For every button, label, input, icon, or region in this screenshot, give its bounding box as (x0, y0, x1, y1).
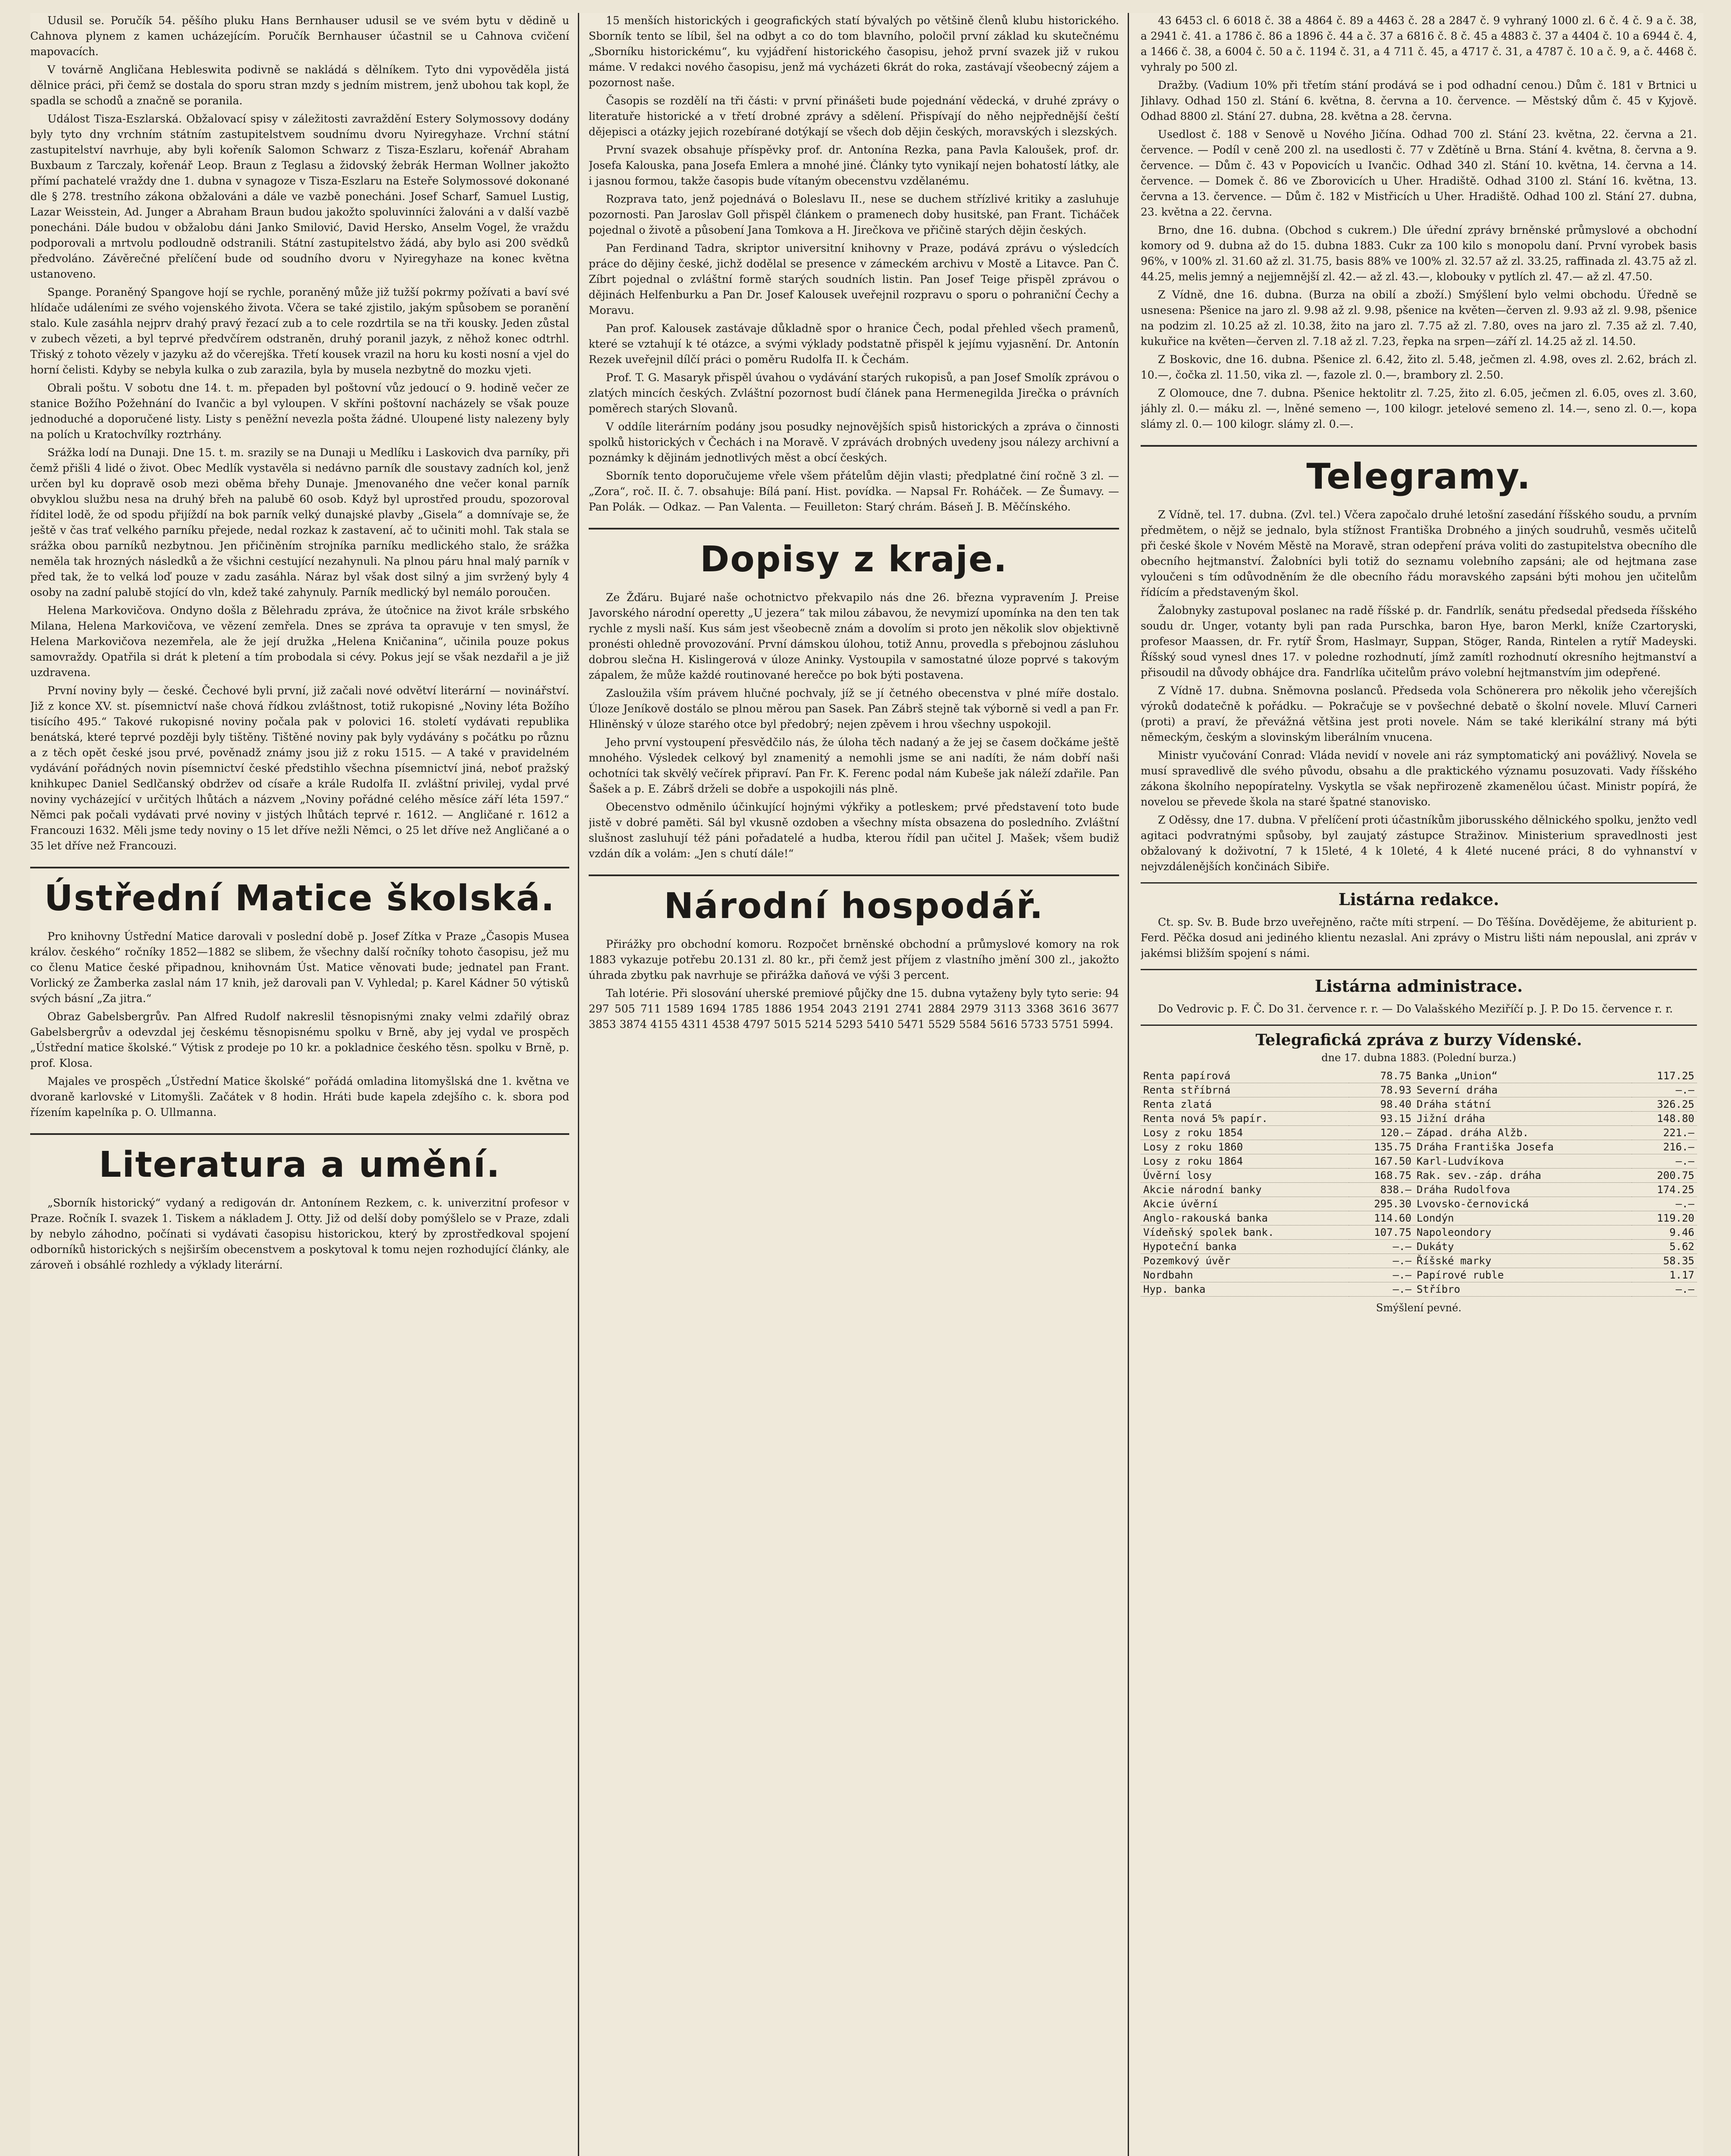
market-label: Dráha Františka Josefa (1414, 1140, 1632, 1154)
market-row (1141, 1240, 1697, 1254)
market-row (1141, 1254, 1697, 1268)
narodni-item: Přirážky pro obchodní komoru. Rozpočet brněnské obchodní a průmyslové komory na rok 1883 vykazuje potřebu 20.131 zl. 80 kr., při čemž jest příjem z vlastního jmění 300 zl., jakožto úhrada zbytku pak navrhuje se přirážka daňová ve výši 3 percent. (589, 938, 1119, 981)
market-row (1141, 1197, 1697, 1211)
market-value: 78.93 (1349, 1083, 1414, 1097)
telegram-item: Z Oděssy, dne 17. dubna. V přelíčení proti účastníkům jiborusského dělnického spolku, jenžto vedl agitaci podvratnými spůsoby, byl zaujatý zástupce Stražinov. Ministerium spravedlnosti jest obžalovaný k doživotní, 7 k 15leté, 4 k 10leté, 4 k 4leté nucené práci, 8 do vyhnanství v nejvzdálenějších končinách Sibiře. (1141, 814, 1697, 873)
market-row (1141, 1211, 1697, 1225)
market-label: Jižní dráha (1414, 1112, 1632, 1126)
review-paragraph: 15 menších historických i geografických statí bývalých po většině členů klubu historického. Sborník tento se líbil, šel na odbyt a co do tom blavního, poločil první základ ku skutečnému „Sborníku historickému“, ku vyjádření historického časopisu, jehož první svazek již v rukou máme. V redakci nového časopisu, jenž má vycházeti 6krát do roka, zastávají všeobecný zájem a pozornost naše. (589, 14, 1119, 89)
news-item: Obrali poštu. V sobotu dne 14. t. m. přepaden byl poštovní vůz jedoucí o 9. hodině večer ze stanice Božího Požehnání do Ivančic a byl vyloupen. V skříni poštovní nacházely se však pouze jednoduché a doporučené listy. Listy s peněžní nevezla pošta žádné. Uloupené listy nalezeny byly na polích u Kratochvílky roztrhány. (30, 382, 569, 441)
market-label: Hyp. banka (1141, 1282, 1349, 1297)
market-label: Pozemkový úvěr (1141, 1254, 1349, 1268)
section-heading-literatura: Literatura a umění. (30, 1133, 569, 1186)
market-value: 120.— (1349, 1126, 1414, 1140)
market-value: —.— (1632, 1197, 1697, 1211)
market-label: Vídeňský spolek bank. (1141, 1225, 1349, 1240)
market-label: Dukáty (1414, 1240, 1632, 1254)
section-heading-narodni: Národní hospodář. (589, 874, 1119, 927)
market-value: 838.— (1349, 1183, 1414, 1197)
market-row (1141, 1126, 1697, 1140)
news-item: Udusil se. Poručík 54. pěšího pluku Hans Bernhauser udusil se ve svém bytu v dědině u Cahnova plynem z kamen ucházejícím. Poručík Bernhauser účastnil se u Cahnova cvičení mapovacích. (30, 14, 569, 58)
market-label: Banka „Union“ (1414, 1069, 1632, 1083)
market-label: Renta papírová (1141, 1069, 1349, 1083)
redakce-item: Ct. sp. Sv. B. Bude brzo uveřejněno, račte míti strpení. — Do Těšína. Dovědějeme, že abiturient p. Ferd. Pěčka dosud ani jediného klientu nezaslal. Ani zprávy o Mistru lišti nám nepouslal, ani zpráv v jakémsi bližším spojení s námi. (1141, 916, 1697, 959)
market-label: Nordbahn (1141, 1268, 1349, 1282)
section-heading-dopisy: Dopisy z kraje. (589, 528, 1119, 580)
telegram-item: Žalobnyky zastupoval poslanec na radě říšské p. dr. Fandrlík, senátu předsedal předseda říšského soudu dr. Unger, votanty byli pan rada Purschka, baron Hye, baron Merkl, kníže Czartoryski, profesor Maassen, dr. Fr. rytíř Šrom, Haslmayr, Suppan, Stöger, Randa, Rintelen a rytíř Madeyski. Říšský soud vynesl dnes 17. v poledne rozhodnutí, jímž zamítl rozhodnutí okresního hejtmanství a přisoudil na důvody obhájce dra. Fandrlíka učitelům právo volební hejtmanstvím jim odepřené. (1141, 604, 1697, 679)
news-item: Událost Tisza-Eszlarská. Obžalovací spisy v záležitosti zavraždění Estery Solymossovy dodány byly tyto dny vrchním státním zastupitelstvem soudnímu dvoru Nyiregyhaze. Vrchní státní zastupitelství navrhuje, aby byli kořeník Salomon Schwarz z Tisza-Eszlaru, kořenář Abraham Buxbaum z Tarczaly, kořenář Leop. Braun z Teglasu a židovský žebrák Herman Wollner jakožto přímí pachatelé vraždy dne 1. dubna v synagoze v Tisza-Eszlaru na Esteře Solymossové dokonané dle § 278. trestního zákona obžalováni a dále ve vazbě ponecháni. Josef Scharf, Samuel Lustig, Lazar Weisstein, Ad. Junger a Abraham Braun budou jakožto spoluvinníci žalováni a v další vazbě ponecháni. Dále budou v obžalobu dáni Janko Smilović, David Hersko, Anselm Vogel, že vraždu podporovali a mrtvolu podloudně odstranili. Státní zastupitelstvo žádá, aby bylo asi 200 svědků předvoláno. Závěrečné přelíčení bude od soudního dvoru v Nyiregyhaze na konec května ustanoveno. (30, 113, 569, 280)
market-value: 295.30 (1349, 1197, 1414, 1211)
market-label: Akcie národní banky (1141, 1183, 1349, 1197)
market-label: Anglo-rakouská banka (1141, 1211, 1349, 1225)
market-row (1141, 1112, 1697, 1126)
section-heading-redakce: Listárna redakce. (1141, 882, 1697, 910)
market-value: —.— (1349, 1240, 1414, 1254)
market-label: Dráha Rudolfova (1414, 1183, 1632, 1197)
market-value: 107.75 (1349, 1225, 1414, 1240)
market-report-title: Telegrafická zpráva z burzy Vídenské. (1141, 1025, 1697, 1050)
news-items (30, 13, 569, 854)
market-report-footer: Smýšlení pevné. (1376, 1302, 1462, 1314)
section-heading-matice: Ústřední Matice školská. (30, 867, 569, 919)
market-row (1141, 1169, 1697, 1183)
market-label: Říšské marky (1414, 1254, 1632, 1268)
administrace-item: Do Vedrovic p. F. Č. Do 31. července r. r. — Do Valašského Meziříčí p. J. P. Do 15. července r. r. (1158, 1003, 1673, 1015)
market-label: Západ. dráha Alžb. (1414, 1126, 1632, 1140)
market-row (1141, 1069, 1697, 1083)
news-item: Srážka lodí na Dunaji. Dne 15. t. m. srazily se na Dunaji u Medlíku i Laskovich dva parníky, při čemž přišli 4 lidé o život. Obec Medlík vystavěla si nedávno parník dle soustavy zadních kol, jenž určen byl ku dopravě osob mezi oběma břehy Dunaje. Jmenovaného dne večer konal parník obvyklou službu nesa na druhý břeh na palubě 60 osob. Když byl uprostřed proudu, spozoroval říditel lodě, že od spodu přijíždí na bok parník velký dunajské plavby „Gisela“ a domnívaje se, že ještě v čas trať velkého parníku přejede, nedal rozkaz k zastavení, ač to učiniti mohl. Tak stala se srážka obou parníků nezbytnou. Jen přičiněním strojníka parníku medlického stalo, že srážka neměla tak hrozných následků a že všichni cestující nezahynuli. Na plnou páru hnal malý parník v před tak, že to velká loď pouze v zadu zasáhla. Náraz byl však dost silný a jim svržený byly 4 osoby na zadní palubě stojící do vln, kdež také zahynuly. Parník medlický byl nemálo poroučen. (30, 446, 569, 599)
column-divider (1128, 13, 1129, 2156)
market-row (1141, 1097, 1697, 1112)
market-row (1141, 1140, 1697, 1154)
market-row (1141, 1282, 1697, 1297)
news-item: V továrně Angličana Hebleswita podivně se nakládá s dělníkem. Tyto dni vypověděla jistá dělnice práci, při čemž se dostala do sporu stran mzdy s jedním mistrem, jenž ubohou tak kopl, že spadla se schodů a značně se poranila. (30, 63, 569, 107)
market-row (1141, 1183, 1697, 1197)
market-value: 93.15 (1349, 1112, 1414, 1126)
telegram-item: Z Vídně 17. dubna. Sněmovna poslanců. Předseda vola Schönerera pro několik jeho včerejších výroků dodatečně k pořádku. — Pokračuje se v povšechné debatě o školní novele. Mluví Carneri (proti) a praví, že převážná většina jest proti novele. Nám se také klerikální strany má býti německým, českým a slovinským liberálním vnucena. (1141, 684, 1697, 743)
notice-item: Z Olomouce, dne 7. dubna. Pšenice hektolitr zl. 7.25, žito zl. 6.05, ječmen zl. 6.05, oves zl. 3.60, jáhly zl. 0.— máku zl. —, lněné semeno —, 100 kilogr. jetelové semeno zl. 14.—, seno zl. 0.—, kopa slámy zl. 0.— 100 kilogr. slámy zl. 0.—. (1141, 387, 1697, 430)
dopisy-item: Zasloužila vším právem hlučné pochvaly, jíž se jí četného obecenstva v plné míře dostalo. Úloze Jeníkově dostálo se plnou měrou pan Sasek. Pan Zábrš stejně tak výborně si vedl a pan Fr. Hliněnský v úloze starého otce byl předobrý; nejen zpěvem i hrou všechny uspokojil. (589, 687, 1119, 730)
news-item: Spange. Poraněný Spangove hojí se rychle, poraněný může již tužší pokrmy požívati a baví své hlídače událeními ze svého vojenského života. Včera se také zjistilo, jakým spůsobem se poranění stalo. Kule zasáhla nejprv drahý pravý řezací zub a to cele rozdrtila se na tři kousky. Jeden zůstal v zubech vězeti, a byl teprvé předvčírem odstraněn, druhý poranil jazyk, z něhož konec odtrhl. Třiský z tohoto vězely v jazyku až do včerejška. Třetí kousek vrazil na horu ku kosti nosní a vjel do horní čelisti. Kdyby se nebyla kulka o zub zarazila, byla by musela nezbytně do mozku vjeti. (30, 286, 569, 376)
column-middle (589, 13, 1119, 2156)
market-value: 168.75 (1349, 1169, 1414, 1183)
review-paragraph: První svazek obsahuje příspěvky prof. dr. Antonína Rezka, pana Pavla Kaloušek, prof. dr. Josefa Kalouska, pana Josefa Emlera a mnohé jiné. Články tyto vynikají nejen bohatostí látky, ale i jasnou formou, takže časopis bude vítaným obecenstvu vzdělanému. (589, 144, 1119, 187)
market-label: Karl-Ludvíkova (1414, 1154, 1632, 1169)
market-label: Renta zlatá (1141, 1097, 1349, 1112)
review-paragraph: V oddíle literárním podány jsou posudky nejnovějších spisů historických a zpráva o činnosti spolků historických v Čechách i na Moravě. V zprávách drobných uvedeny jsou nálezy archivní a poznámky k dějinám jednotlivých měst a obcí českých. (589, 420, 1119, 464)
market-value: —.— (1632, 1083, 1697, 1097)
market-row (1141, 1154, 1697, 1169)
market-label: Akcie úvěrní (1141, 1197, 1349, 1211)
market-value: 326.25 (1632, 1097, 1697, 1112)
column-left (30, 13, 569, 2156)
market-value: —.— (1632, 1154, 1697, 1169)
matice-item: Majales ve prospěch „Ústřední Matice školské“ pořádá omladina litomyšlská dne 1. května ve dvoraně karlovské v Litomyšli. Začátek v 8 hodin. Hráti bude kapela zdejšího c. k. sbora pod řízením kapelníka p. O. Ullmanna. (30, 1075, 569, 1119)
market-value: 148.80 (1632, 1112, 1697, 1126)
matice-item: Pro knihovny Ústřední Matice darovali v poslední době p. Josef Zítka v Praze „Časopis Musea králov. českého“ ročníky 1852—1882 se slibem, že všechny další ročníky tohoto časopisu, jež mu co členu Matice české připadnou, knihovnám Úst. Matice věnovati bude; jednatel pan Frant. Vorlický ze Žamberka zaslal nám 17 knih, jež darovali pan V. Vyhledal; p. Karel Kádner 50 výtisků svých básní „Za jitra.“ (30, 930, 569, 1005)
market-label: Úvěrní losy (1141, 1169, 1349, 1183)
market-label: Severní dráha (1414, 1083, 1632, 1097)
market-value: 58.35 (1632, 1254, 1697, 1268)
matice-item: Obraz Gabelsbergrův. Pan Alfred Rudolf nakreslil těsnopisnými znaky velmi zdařilý obraz Gabelsbergrův a odevzdal jej českému těsnopisnému spolku v Brně, aby jej vydal ve prospěch „Ústřední matice školské.“ Výtisk z prodeje po 10 kr. a pokladnice českého těsn. spolku v Brně, p. prof. Klosa. (30, 1010, 569, 1069)
market-value: —.— (1632, 1282, 1697, 1297)
market-report-date: dne 17. dubna 1883. (Polední burza.) (1321, 1052, 1516, 1064)
market-label: Papírové ruble (1414, 1268, 1632, 1282)
market-table (1141, 1069, 1697, 1297)
section-heading-administrace: Listárna administrace. (1141, 969, 1697, 997)
market-value: 135.75 (1349, 1140, 1414, 1154)
market-label: Londýn (1414, 1211, 1632, 1225)
notice-item: Z Vídně, dne 16. dubna. (Burza na obilí a zboží.) Smýšlení bylo velmi obchodu. Úředně se usnesena: Pšenice na jaro zl. 9.98 až zl. 9.98, pšenice na květen—červen zl. 9.93 až zl. 9.98, pšenice na podzim zl. 10.25 až zl. 10.38, žito na jaro zl. 7.75 až zl. 7.80, oves na jaro zl. 7.35 až zl. 7.40, kukuřice na květen—červen zl. 7.18 až zl. 7.23, řepka na srpen—září zl. 14.25 až zl. 14.50. (1141, 288, 1697, 348)
notice-item: 43 6453 cl. 6 6018 č. 38 a 4864 č. 89 a 4463 č. 28 a 2847 č. 9 vyhraný 1000 zl. 6 č. 4 č. 9 a č. 38, a 2941 č. 41. a 1786 č. 86 a 1896 č. 44 a č. 37 a 6816 č. 8 č. 45 a 4883 č. 37 a 4404 č. 10 a 6944 č. 4, a 1466 č. 38, a 6004 č. 50 a č. 1194 č. 31, a 4 711 č. 45, a 4717 č. 31, a 4787 č. 10 a č. 9, a č. 4468 č. vyhraly po 500 zl. (1141, 14, 1697, 73)
market-row (1141, 1225, 1697, 1240)
market-label: Losy z roku 1854 (1141, 1126, 1349, 1140)
market-label: Renta stříbrná (1141, 1083, 1349, 1097)
market-row (1141, 1268, 1697, 1282)
notice-item: Z Boskovic, dne 16. dubna. Pšenice zl. 6.42, žito zl. 5.48, ječmen zl. 4.98, oves zl. 2.62, brách zl. 10.—, čočka zl. 11.50, vika zl. —, fazole zl. 0.—, brambory zl. 2.50. (1141, 353, 1697, 381)
market-label: Losy z roku 1864 (1141, 1154, 1349, 1169)
column-right (1141, 13, 1697, 2156)
market-value: 117.25 (1632, 1069, 1697, 1083)
notice-item: Dražby. (Vadium 10% při třetím stání prodává se i pod odhadní cenou.) Dům č. 181 v Brtnici u Jihlavy. Odhad 150 zl. Stání 6. května, 8. června a 10. července. — Městský dům č. 45 v Kyjově. Odhad 8800 zl. Stání 27. dubna, 28. května a 28. června. (1141, 79, 1697, 122)
market-label: Renta nová 5% papír. (1141, 1112, 1349, 1126)
news-item: První noviny byly — české. Čechové byli první, již začali nové odvětví literární — novinářství. Již z konce XV. st. písemnictví naše chová řídkou zvláštnost, totiž rukopisné „Noviny léta Božího tisícího 495.“ Takové rukopisné noviny počala pak v polovici 16. století vydávati republika benátská, které teprvé později byly tištěny. Tištěné noviny pak byly vydávány s počátku po různu a z těch opět české jsou prvé, pověnadž známy jsou již z roku 1515. — A také v pravidelném vydávání pořádných novin písemnictví české předstihlo všechna písemnictví jiná, neboť pražský knihkupec Daniel Sedlčanský obdržev od císaře a krále Rudolfa II. zvláštní privilej, vydal prvé noviny vycházející v určitých lhůtách a názvem „Noviny pořádné celého měsíce září léta 1597.“ Němci pak počali vydávati prvé noviny v jistých lhůtách teprvé r. 1612. — Angličané r. 1612 a Francouzi 1632. Měli jsme tedy noviny o 15 let dříve nežli Němci, o 25 let dříve než Angličané a o 35 let dříve než Francouzi. (30, 684, 569, 852)
market-label: Napoleondory (1414, 1225, 1632, 1240)
notice-item: Brno, dne 16. dubna. (Obchod s cukrem.) Dle úřední zprávy brněnské průmyslové a obchodní komory od 9. dubna až do 15. dubna 1883. Cukr za 100 kilo s monopolu daní. První vyrobek basis 96%, v 100% zl. 31.60 až zl. 31.75, basis 88% ve 100% zl. 32.57 až zl. 33.25, raffinada zl. 43.75 až zl. 44.25, melis jemný a nejjemnější zl. 42.— až zl. 43.—, klobouky v pytlích zl. 47.— až zl. 47.50. (1141, 224, 1697, 283)
market-label: Dráha státní (1414, 1097, 1632, 1112)
news-item: Helena Markovičova. Ondyno došla z Bělehradu zpráva, že útočnice na život krále srbského Milana, Helena Markovičova, ve vězení zemřela. Dnes se zpráva ta opravuje v ten smysl, že Helena Markovičova nezemřela, ale že její družka „Helena Kničanina“, učinila pouze pokus samovraždy. Opatřila si drát k pletení a tím probodala si cévy. Pokus její se však nezdařil a je již uzdravena. (30, 604, 569, 679)
column-divider (578, 13, 579, 2156)
market-value: 1.17 (1632, 1268, 1697, 1282)
market-value: 119.20 (1632, 1211, 1697, 1225)
dopisy-item: Jeho první vystoupení přesvědčilo nás, že úloha těch nadaný a že jej se časem dočkáme ještě mnohého. Výsledek celkový byl znamenitý a nemohli jsme se ani nadíti, že nám dobří naši ochotníci tak skvělý večírek připraví. Pan Fr. K. Ferenc podal nám Kubeše jak náleží zdařile. Pan Šašek a p. E. Zábrš drželi se dobře a uspokojili nás plně. (589, 736, 1119, 795)
review-paragraph: Rozprava tato, jenž pojednává o Boleslavu II., nese se duchem střízlivé kritiky a zasluhuje pozornosti. Pan Jaroslav Goll přispěl článkem o pramenech doby husitské, pan Frant. Ticháček pojednal o životě a působení Jana Tomkova a H. Jirečkova ve přičině starých dějin českých. (589, 193, 1119, 236)
narodni-item: Tah lotérie. Při slosování uherské premiové půjčky dne 15. dubna vytaženy byly tyto serie: 94 297 505 711 1589 1694 1785 1886 1954 2043 2191 2741 2884 2979 3113 3368 3616 3677 3853 3874 4155 4311 4538 4797 5015 5214 5293 5410 5471 5529 5584 5616 5733 5751 5994. (589, 987, 1119, 1031)
dopisy-item: Obecenstvo odměnilo účinkující hojnými výkřiky a potleskem; prvé představení toto bude jistě v dobré paměti. Sál byl vkusně ozdoben a všechny místa obsazena do posledního. Zvláštní slušnost zasluhují též páni pořadatelé a hudba, kterou řídil pan učitel J. Mašek; všem budiž vzdán dík a volám: „Jen s chutí dále!“ (589, 801, 1119, 860)
review-paragraph: Prof. T. G. Masaryk přispěl úvahou o vydávání starých rukopisů, a pan Josef Smolík zprávou o zlatých mincích českých. Zvláštní pozornost budí článek pana Hermenegilda Jirečka o právních poměrech starých Slovanů. (589, 371, 1119, 415)
market-value: —.— (1349, 1268, 1414, 1282)
market-value: 78.75 (1349, 1069, 1414, 1083)
literatura-item: „Sborník historický“ vydaný a redigován dr. Antonínem Rezkem, c. k. univerzitní profesor v Praze. Ročník I. svazek 1. Tiskem a nákladem J. Otty. Již od delší doby pomýšlelo se v Praze, zdali by nebylo záhodno, počínati si vydávati časopisu historickou, který by zprostředkoval spojení odborníků historických s nejširším obecenstvem a poskytoval k tomu nejen rozhodující články, ale zároveň i obsáhlé rozhledy a výklady literární. (30, 1197, 569, 1271)
review-paragraph: Pan Ferdinand Tadra, skriptor universitní knihovny v Praze, podává zprávu o výsledcích práce do dějiny české, jichž dodělal se presence v zámeckém archivu v Mostě a Litavce. Pan Č. Zíbrt pojednal o zvláštní formě starých soudních listin. Pan Josef Teige přispěl zprávou o dějinách Helfenburku a Pan Dr. Josef Kalousek uveřejnil rozpravu o sporu o pohraniční Čechy a Moravu. (589, 242, 1119, 317)
market-value: 167.50 (1349, 1154, 1414, 1169)
market-value: 9.46 (1632, 1225, 1697, 1240)
market-value: 98.40 (1349, 1097, 1414, 1112)
market-value: 114.60 (1349, 1211, 1414, 1225)
notice-item: Usedlost č. 188 v Senově u Nového Jičína. Odhad 700 zl. Stání 23. května, 22. června a 21. července. — Podíl v ceně 200 zl. na usedlosti č. 77 v Zdětíně u Brna. Stání 4. května, 8. června a 9. července. — Dům č. 43 v Popovicích u Ivančic. Odhad 340 zl. Stání 10. května, 14. června a 14. července. — Domek č. 86 ve Zborovicích u Uher. Hradiště. Odhad 3100 zl. Stání 16. května, 13. června a 13. července. — Dům č. 182 v Mistřicích u Uher. Hradiště. Odhad 100 zl. Stání 27. dubna, 23. května a 22. června. (1141, 128, 1697, 218)
market-label: Rak. sev.-záp. dráha (1414, 1169, 1632, 1183)
market-value: 5.62 (1632, 1240, 1697, 1254)
market-value: —.— (1349, 1282, 1414, 1297)
market-label: Losy z roku 1860 (1141, 1140, 1349, 1154)
market-label: Lvovsko-černovická (1414, 1197, 1632, 1211)
market-value: 221.— (1632, 1126, 1697, 1140)
market-value: —.— (1349, 1254, 1414, 1268)
market-row (1141, 1083, 1697, 1097)
market-label: Hypoteční banka (1141, 1240, 1349, 1254)
dopisy-item: Ze Žďáru. Bujaré naše ochotnictvo překvapilo nás dne 26. března vypravením J. Preise Javorského národní operetty „U jezera“ tak milou zábavou, že nevymizí upomínka na den ten tak rychle z mysli naší. Kus sám jest všeobecně znám a dovolím si proto jen několik slov objektivně pronésti ohledně provozování. První dámskou úlohou, totiž Annu, provedla s přebojnou zásluhou dobrou slečna H. Kislingerová v úloze Aninky. Vystoupila v samostatné úloze poprvé s takovým zápalem, že může každé routinované herečce po bok býti postavena. (589, 591, 1119, 681)
telegram-item: Ministr vyučování Conrad: Vláda nevidí v novele ani ráz symptomatický ani povážlivý. Novela se musí spravedlivě dle svého původu, obsahu a dle praktického významu posuzovati. Vady říšského zákona školního nepopíratelny. Vyskytla se však nepřirozeně zkamenělou účast. Ministr popírá, že novelou se převede škola na staré špatné stanovisko. (1141, 749, 1697, 808)
market-label: Stříbro (1414, 1282, 1632, 1297)
telegram-item: Z Vídně, tel. 17. dubna. (Zvl. tel.) Včera započalo druhé letošní zasedání říšského soudu, a prvním předmětem, o nějž se jednalo, byla stížnost Františka Drobného a jiných soudruhů, vesměs učitelů při české škole v Novém Městě na Moravě, stran odepření práva voliti do zastupitelstva obecního dle obecního hejtmanství. Žalobníci byli totiž do seznamu volebního zapsáni; ale od hejtmana zase vyloučeni s tím odůvodněním že dle obecního řádu moravského zapsáni býti mohou jen učitelům řídícím a představeným škol. (1141, 508, 1697, 599)
section-heading-telegramy: Telegramy. (1141, 445, 1697, 498)
review-paragraph: Pan prof. Kalousek zastávaje důkladně spor o hranice Čech, podal přehled všech pramenů, které se vztahují k té otázce, a svými výklady podstatně přispěl k jejímu vyjasnění. Dr. Antonín Rezek uveřejnil dílčí práci o poměru Rudolfa II. k Čechám. (589, 322, 1119, 366)
review-paragraph: Sborník tento doporučujeme vřele všem přátelům dějin vlasti; předplatné činí ročně 3 zl. — „Zora“, roč. II. č. 7. obsahuje: Bílá paní. Hist. povídka. — Napsal Fr. Roháček. — Ze Šumavy. — Pan Polák. — Odkaz. — Pan Valenta. — Feuilleton: Starý chrám. Báseň J. B. Měčínského. (589, 470, 1119, 513)
market-value: 200.75 (1632, 1169, 1697, 1183)
review-paragraph: Časopis se rozdělí na tři části: v první přinášeti bude pojednání vědecká, v druhé zprávy o literatuře historické a v třetí drobné zprávy a sdělení. Přispívají do něho nejpřednější čeští dějepisci a otázky jejich rozebírané dotýkají se všech dob dějin českých, moravských i slezských. (589, 94, 1119, 138)
market-value: 174.25 (1632, 1183, 1697, 1197)
market-value: 216.— (1632, 1140, 1697, 1154)
newspaper-page (30, 13, 1703, 2156)
